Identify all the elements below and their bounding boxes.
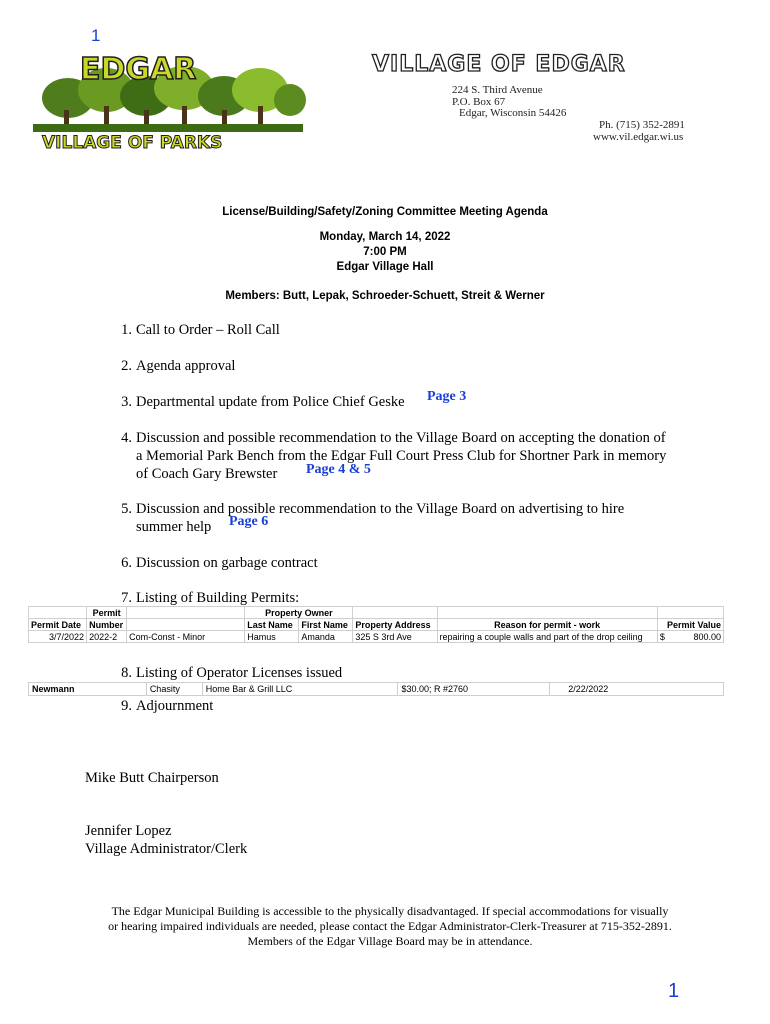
table-header-row — [29, 619, 724, 631]
agenda-item-2-text: Agenda approval — [136, 358, 236, 374]
permit-value: 800.00 — [693, 632, 721, 642]
agenda-item-4-line-3: of Coach Gary Brewster — [136, 466, 278, 482]
last-name-cell: Hamus — [245, 631, 299, 643]
item-number: 5. — [121, 501, 132, 517]
meeting-location: Edgar Village Hall — [336, 261, 434, 273]
column-header: Reason for permit - work — [437, 619, 657, 631]
footer-line-1: The Edgar Municipal Building is accessible to the physically disadvantaged. If special accommodations for visually — [111, 904, 669, 918]
column-header: Last Name — [245, 619, 299, 631]
item-number: 9. — [121, 698, 132, 714]
agenda-item-5-line-2: summer help — [136, 519, 212, 535]
agenda-item-4 — [110, 430, 132, 447]
address-cell: 325 S 3rd Ave — [353, 631, 437, 643]
logo-line1: EDGAR — [80, 52, 197, 87]
logo-line2: VILLAGE OF PARKS — [42, 133, 223, 153]
table-row — [29, 683, 724, 696]
column-header: Property Address — [353, 619, 437, 631]
address-line-3: Edgar, Wisconsin 54426 — [459, 107, 567, 119]
operator-date: 2/22/2022 — [550, 683, 724, 696]
column-header: Permit Date — [29, 619, 87, 631]
item-number: 2. — [121, 358, 132, 374]
page-reference-link[interactable]: Page 3 — [427, 389, 467, 404]
page-reference-link[interactable]: Page 4 & 5 — [306, 462, 371, 477]
reason-cell: repairing a couple walls and part of the drop ceiling — [437, 631, 657, 643]
item-number: 1. — [121, 322, 132, 338]
agenda-item-5-line-1: Discussion and possible recommendation to the Village Board on advertising to hire — [136, 501, 625, 517]
village-logo — [28, 48, 308, 154]
operator-fee: $30.00; R #2760 — [398, 683, 550, 696]
first-name-cell: Amanda — [299, 631, 353, 643]
item-number: 3. — [121, 394, 132, 410]
column-header: First Name — [299, 619, 353, 631]
table-header-row — [29, 607, 724, 619]
item-number: 6. — [121, 555, 132, 571]
agenda-item-1-text: Call to Order – Roll Call — [136, 322, 280, 338]
chairperson-signature: Mike Butt Chairperson — [85, 770, 219, 786]
agenda-title: License/Building/Safety/Zoning Committee Meeting Agenda — [222, 206, 548, 218]
agenda-item-7-text: Listing of Building Permits: — [136, 590, 300, 606]
accessibility-notice — [80, 904, 700, 949]
operator-business: Home Bar & Grill LLC — [202, 683, 398, 696]
agenda-item-8 — [110, 665, 132, 682]
agenda-item-6-text: Discussion on garbage contract — [136, 555, 318, 571]
agenda-item-1 — [110, 322, 132, 339]
agenda-item-6 — [110, 555, 132, 572]
operator-first-name: Chasity — [146, 683, 202, 696]
page-reference-link[interactable]: Page 6 — [229, 514, 269, 529]
agenda-item-5 — [110, 501, 132, 518]
agenda-item-9 — [110, 698, 132, 715]
phone-number: Ph. (715) 352-2891 — [599, 119, 685, 131]
committee-members: Members: Butt, Lepak, Schroeder-Schuett, Streit & Werner — [225, 290, 545, 302]
column-header: Property Owner — [245, 607, 353, 619]
item-number: 4. — [121, 430, 132, 446]
meeting-time: 7:00 PM — [363, 246, 407, 258]
address-line-1: 224 S. Third Avenue — [452, 84, 543, 96]
item-number: 8. — [121, 665, 132, 681]
address-line-2: P.O. Box 67 — [452, 96, 506, 108]
permit-type-cell: Com-Const - Minor — [127, 631, 245, 643]
page-number-top: 1 — [91, 26, 101, 45]
permit-number-cell: 2022-2 — [87, 631, 127, 643]
administrator-title: Village Administrator/Clerk — [85, 841, 248, 857]
permit-date-cell: 3/7/2022 — [29, 631, 87, 643]
village-title: VILLAGE OF EDGAR — [372, 52, 626, 77]
table-row — [29, 631, 724, 643]
agenda-item-2 — [110, 358, 132, 375]
footer-line-3: Members of the Edgar Village Board may be in attendance. — [247, 934, 533, 948]
agenda-item-8-text: Listing of Operator Licenses issued — [136, 665, 343, 681]
agenda-item-3 — [110, 394, 132, 411]
meeting-date: Monday, March 14, 2022 — [319, 231, 451, 243]
building-permits-table — [28, 606, 724, 643]
column-header: Permit Value — [657, 619, 723, 631]
value-cell — [657, 631, 723, 643]
agenda-item-3-text: Departmental update from Police Chief Geske — [136, 394, 405, 410]
currency-symbol: $ — [659, 632, 665, 642]
administrator-name: Jennifer Lopez — [85, 823, 172, 839]
operator-last-name: Newmann — [29, 683, 147, 696]
agenda-item-7 — [110, 590, 132, 607]
column-header: Number — [87, 619, 127, 631]
footer-line-2: or hearing impaired individuals are needed, please contact the Edgar Administrator-Clerk-Treasurer at 715-352-2891. — [108, 919, 672, 933]
agenda-item-9-text: Adjournment — [136, 698, 214, 714]
agenda-item-4-line-1: Discussion and possible recommendation to the Village Board on accepting the donation of — [136, 430, 666, 446]
page-number-bottom: 1 — [668, 980, 680, 1002]
item-number: 7. — [121, 590, 132, 606]
logo-graphic — [28, 48, 308, 154]
agenda-item-4-line-2: a Memorial Park Bench from the Edgar Full Court Press Club for Shortner Park in memory — [136, 448, 667, 464]
website: www.vil.edgar.wi.us — [593, 131, 684, 143]
column-header: Permit — [87, 607, 127, 619]
operator-licenses-table — [28, 682, 724, 696]
